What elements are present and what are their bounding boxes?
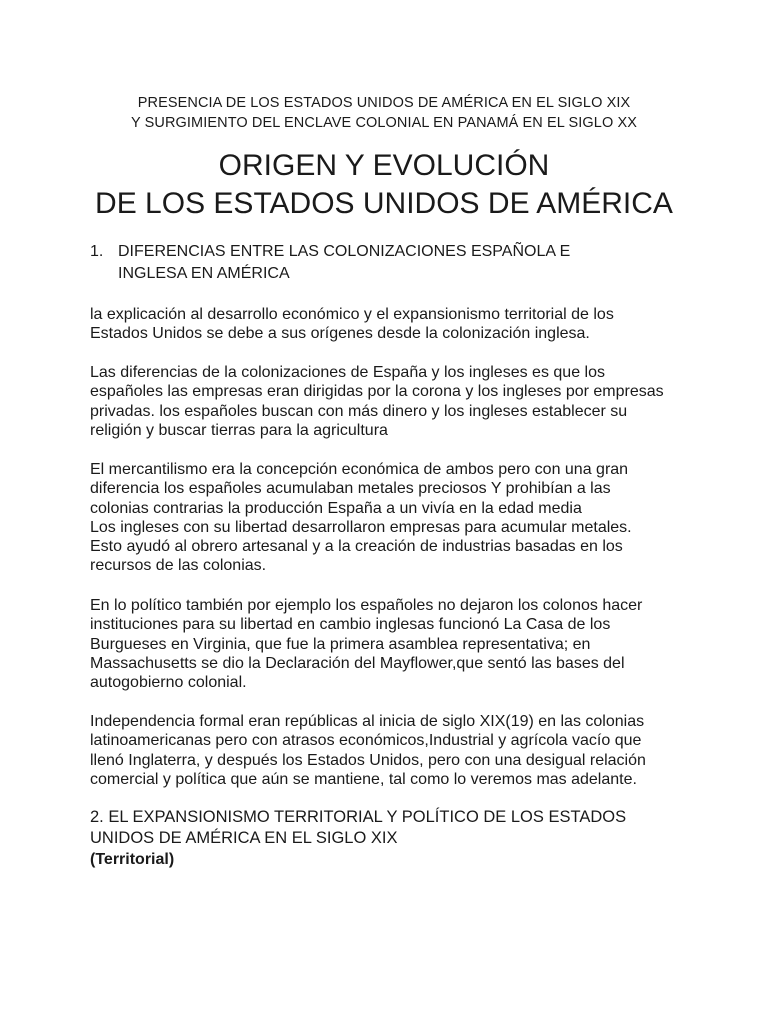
paragraph-line: autogobierno colonial. bbox=[90, 674, 247, 692]
paragraph-line: instituciones para su libertad en cambio inglesas funcionó La Casa de los bbox=[90, 616, 611, 634]
paragraph-line: religión y buscar tierras para la agricultura bbox=[90, 421, 388, 439]
paragraph-line: Esto ayudó al obrero artesanal y a la creación de industrias basadas en los bbox=[90, 538, 623, 556]
paragraph-line: Massachusetts se dio la Declaración del Mayflower,que sentó las bases del bbox=[90, 654, 625, 672]
paragraph-line: comercial y política que aún se mantiene, tal como lo veremos mas adelante. bbox=[90, 770, 637, 788]
paragraph bbox=[90, 712, 690, 789]
section-heading-text bbox=[118, 241, 678, 285]
header-line: Y SURGIMIENTO DEL ENCLAVE COLONIAL EN PANAMÁ EN EL SIGLO XX bbox=[130, 115, 638, 131]
header-line: PRESENCIA DE LOS ESTADOS UNIDOS DE AMÉRICA EN EL SIGLO XIX bbox=[137, 95, 631, 111]
paragraph bbox=[90, 305, 690, 344]
paragraph-line: españoles las empresas eran dirigidas por la corona y los ingleses por empresas bbox=[90, 383, 664, 401]
subheading: (Territorial) bbox=[90, 851, 175, 868]
paragraph-line: diferencia los españoles acumulaban metales preciosos Y prohibían a las bbox=[90, 480, 611, 498]
page-title bbox=[0, 147, 768, 223]
title-line: ORIGEN Y EVOLUCIÓN bbox=[218, 149, 550, 182]
paragraph-line: Las diferencias de la colonizaciones de España y los ingleses es que los bbox=[90, 364, 605, 381]
paragraph-line: colonias contrarias la producción España a un vivía en la edad media bbox=[90, 499, 582, 517]
section-heading-2 bbox=[90, 807, 690, 870]
section-heading-line: DIFERENCIAS ENTRE LAS COLONIZACIONES ESPAÑOLA E bbox=[118, 243, 571, 260]
paragraph-line: En lo político también por ejemplo los españoles no dejaron los colonos hacer bbox=[90, 597, 643, 614]
document-header bbox=[0, 93, 768, 133]
paragraph-line: Los ingleses con su libertad desarrollaron empresas para acumular metales. bbox=[90, 518, 632, 536]
paragraph-line: llenó Inglaterra, y después los Estados Unidos, pero con una desigual relación bbox=[90, 751, 646, 769]
title-line: DE LOS ESTADOS UNIDOS DE AMÉRICA bbox=[95, 187, 673, 220]
paragraph-line: la explicación al desarrollo económico y el expansionismo territorial de los bbox=[90, 306, 614, 323]
section-heading-line: 2. EL EXPANSIONISMO TERRITORIAL Y POLÍTICO DE LOS ESTADOS bbox=[90, 808, 627, 826]
paragraph bbox=[90, 596, 690, 692]
paragraph-line: recursos de las colonias. bbox=[90, 557, 267, 575]
paragraph-line: latinoamericanas pero con atrasos económicos,Industrial y agrícola vacío que bbox=[90, 732, 642, 750]
paragraph-line: privadas. los españoles buscan con más dinero y los ingleses establecer su bbox=[90, 402, 628, 420]
section-heading-line: INGLESA EN AMÉRICA bbox=[118, 265, 290, 282]
paragraph-line: Independencia formal eran repúblicas al inicia de siglo XIX(19) en las colonias bbox=[90, 713, 645, 730]
paragraph-line: Burgueses en Virginia, que fue la primera asamblea representativa; en bbox=[90, 635, 591, 653]
paragraph-line: El mercantilismo era la concepción económica de ambos pero con una gran bbox=[90, 461, 629, 478]
paragraph bbox=[90, 460, 690, 576]
paragraph-line: Estados Unidos se debe a sus orígenes desde la colonización inglesa. bbox=[90, 325, 590, 343]
section-number: 1. bbox=[90, 243, 104, 260]
section-heading-line: UNIDOS DE AMÉRICA EN EL SIGLO XIX bbox=[90, 829, 398, 847]
paragraph bbox=[90, 363, 690, 440]
